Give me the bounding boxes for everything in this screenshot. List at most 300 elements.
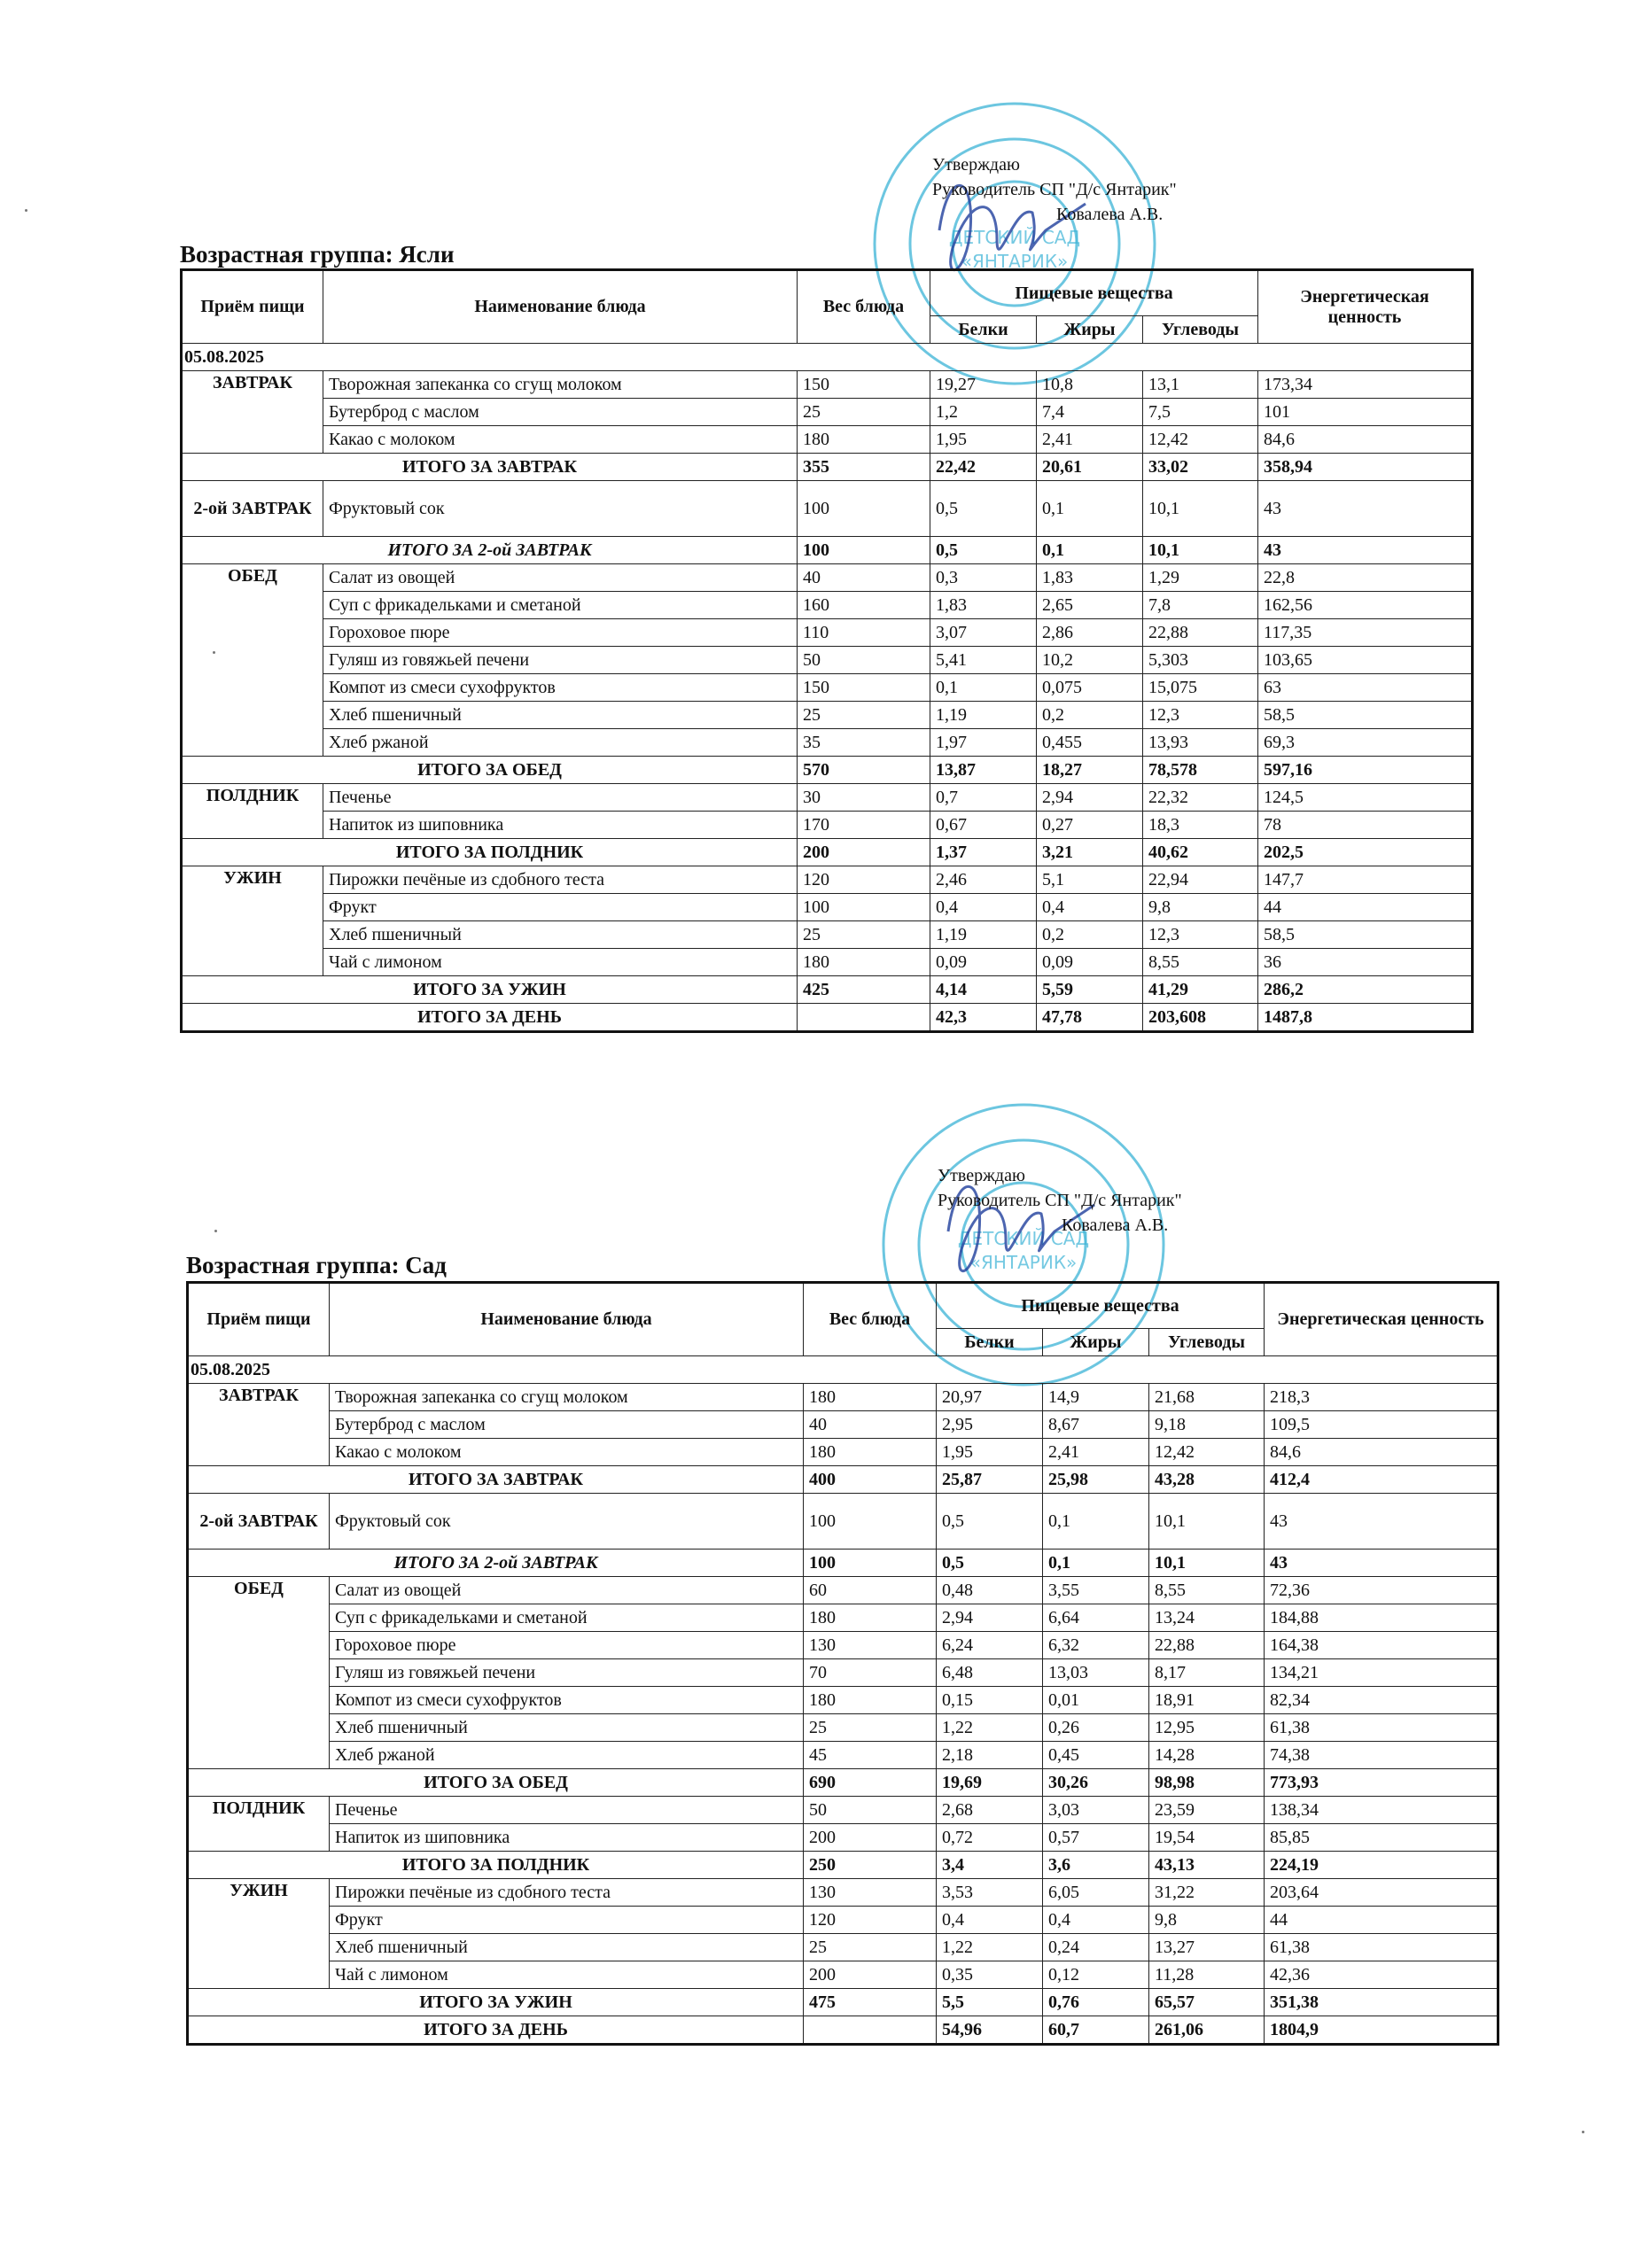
energy-value: 134,21 [1265, 1659, 1498, 1687]
energy-value: 22,8 [1258, 564, 1473, 592]
total-proteins: 19,69 [937, 1769, 1043, 1797]
meal-total-row [188, 1550, 1498, 1577]
dish-name: Фруктовый сок [323, 481, 798, 537]
svg-text:«ЯНТАРИК»: «ЯНТАРИК» [961, 251, 1069, 272]
total-fats: 20,61 [1037, 454, 1143, 481]
scan-speck [214, 1230, 217, 1232]
total-energy: 351,38 [1265, 1989, 1498, 2016]
table-row [182, 812, 1473, 839]
dish-name: Бутерброд с маслом [323, 399, 798, 426]
energy-value: 101 [1258, 399, 1473, 426]
dish-weight: 160 [798, 592, 930, 619]
table-row [182, 399, 1473, 426]
header-energy: Энергетическая ценность [1265, 1283, 1498, 1356]
dish-weight: 130 [804, 1632, 937, 1659]
dish-weight: 150 [798, 674, 930, 702]
proteins-value: 2,68 [937, 1797, 1043, 1824]
meal-name: ПОЛДНИК [188, 1797, 330, 1852]
header-weight: Вес блюда [804, 1283, 937, 1356]
carbs-value: 7,5 [1143, 399, 1258, 426]
total-carbs: 33,02 [1143, 454, 1258, 481]
total-energy: 286,2 [1258, 976, 1473, 1004]
carbs-value: 22,94 [1143, 866, 1258, 894]
table-row [182, 702, 1473, 729]
fats-value: 0,45 [1043, 1742, 1149, 1769]
proteins-value: 2,18 [937, 1742, 1043, 1769]
energy-value: 44 [1265, 1907, 1498, 1934]
menu-date: 05.08.2025 [182, 344, 1473, 371]
day-total-row [188, 2016, 1498, 2045]
dish-weight: 70 [804, 1659, 937, 1687]
dish-name: Напиток из шиповника [330, 1824, 804, 1852]
total-fats: 25,98 [1043, 1466, 1149, 1494]
energy-value: 184,88 [1265, 1604, 1498, 1632]
total-energy: 597,16 [1258, 757, 1473, 784]
dish-weight: 25 [798, 702, 930, 729]
total-carbs: 43,13 [1149, 1852, 1265, 1879]
fats-value: 0,57 [1043, 1824, 1149, 1852]
date-row [182, 344, 1473, 371]
carbs-value: 21,68 [1149, 1384, 1265, 1411]
dish-name: Напиток из шиповника [323, 812, 798, 839]
table-row [182, 921, 1473, 949]
carbs-value: 8,17 [1149, 1659, 1265, 1687]
dish-weight: 180 [804, 1384, 937, 1411]
meal-total-row [182, 454, 1473, 481]
proteins-value: 0,09 [930, 949, 1037, 976]
dish-weight: 200 [804, 1961, 937, 1989]
proteins-value: 0,7 [930, 784, 1037, 812]
age-group-title: Возрастная группа: Ясли [180, 241, 455, 268]
total-carbs: 65,57 [1149, 1989, 1265, 2016]
proteins-value: 19,27 [930, 371, 1037, 399]
header-meal: Приём пищи [182, 270, 323, 344]
table-row [182, 866, 1473, 894]
dish-name: Салат из овощей [330, 1577, 804, 1604]
meal-name: 2-ой ЗАВТРАК [182, 481, 323, 537]
dish-name: Чай с лимоном [323, 949, 798, 976]
carbs-value: 13,24 [1149, 1604, 1265, 1632]
proteins-value: 0,35 [937, 1961, 1043, 1989]
header-energy: Энергетическая ценность [1258, 270, 1473, 344]
dish-weight: 130 [804, 1879, 937, 1907]
total-proteins: 0,5 [930, 537, 1037, 564]
total-carbs: 78,578 [1143, 757, 1258, 784]
table-row [188, 1439, 1498, 1466]
proteins-value: 1,19 [930, 702, 1037, 729]
fats-value: 0,075 [1037, 674, 1143, 702]
meal-total-label: ИТОГО ЗА ПОЛДНИК [188, 1852, 804, 1879]
carbs-value: 13,27 [1149, 1934, 1265, 1961]
total-proteins: 4,14 [930, 976, 1037, 1004]
proteins-value: 6,24 [937, 1632, 1043, 1659]
dish-weight: 180 [804, 1439, 937, 1466]
energy-value: 117,35 [1258, 619, 1473, 647]
carbs-value: 7,8 [1143, 592, 1258, 619]
energy-value: 58,5 [1258, 921, 1473, 949]
proteins-value: 3,07 [930, 619, 1037, 647]
dish-name: Хлеб пшеничный [330, 1934, 804, 1961]
table-row [188, 1742, 1498, 1769]
dish-weight: 120 [798, 866, 930, 894]
scan-speck [25, 209, 27, 212]
dish-weight: 180 [804, 1604, 937, 1632]
table-row [188, 1879, 1498, 1907]
fats-value: 2,41 [1043, 1439, 1149, 1466]
total-weight: 690 [804, 1769, 937, 1797]
fats-value: 6,64 [1043, 1604, 1149, 1632]
table-row [188, 1797, 1498, 1824]
proteins-value: 2,95 [937, 1411, 1043, 1439]
header-carbs: Углеводы [1143, 316, 1258, 344]
dish-name: Творожная запеканка со сгущ молоком [323, 371, 798, 399]
day-total-row [182, 1004, 1473, 1032]
header-nutrients: Пищевые вещества [930, 270, 1258, 316]
fats-value: 0,1 [1043, 1494, 1149, 1550]
meal-total-label: ИТОГО ЗА ОБЕД [188, 1769, 804, 1797]
total-energy: 202,5 [1258, 839, 1473, 866]
fats-value: 10,8 [1037, 371, 1143, 399]
dish-name: Хлеб пшеничный [330, 1714, 804, 1742]
meal-total-row [182, 839, 1473, 866]
proteins-value: 2,94 [937, 1604, 1043, 1632]
dish-weight: 180 [798, 949, 930, 976]
day-total-weight [804, 2016, 937, 2045]
proteins-value: 1,95 [937, 1439, 1043, 1466]
fats-value: 0,455 [1037, 729, 1143, 757]
fats-value: 3,03 [1043, 1797, 1149, 1824]
table-row [188, 1824, 1498, 1852]
energy-value: 85,85 [1265, 1824, 1498, 1852]
fats-value: 0,09 [1037, 949, 1143, 976]
dish-name: Гуляш из говяжьей печени [330, 1659, 804, 1687]
meal-total-label: ИТОГО ЗА 2-ой ЗАВТРАК [188, 1550, 804, 1577]
table-row [188, 1411, 1498, 1439]
header-nutrients: Пищевые вещества [937, 1283, 1265, 1329]
energy-value: 63 [1258, 674, 1473, 702]
meal-name: УЖИН [188, 1879, 330, 1989]
proteins-value: 5,41 [930, 647, 1037, 674]
total-weight: 475 [804, 1989, 937, 2016]
total-proteins: 25,87 [937, 1466, 1043, 1494]
energy-value: 109,5 [1265, 1411, 1498, 1439]
meal-total-label: ИТОГО ЗА 2-ой ЗАВТРАК [182, 537, 798, 564]
age-group-title: Возрастная группа: Сад [186, 1252, 447, 1278]
dish-weight: 30 [798, 784, 930, 812]
energy-value: 82,34 [1265, 1687, 1498, 1714]
dish-weight: 100 [804, 1494, 937, 1550]
meal-total-label: ИТОГО ЗА ЗАВТРАК [188, 1466, 804, 1494]
scan-speck [1582, 2131, 1584, 2133]
meal-name: ОБЕД [188, 1577, 330, 1769]
proteins-value: 0,67 [930, 812, 1037, 839]
table-row [182, 564, 1473, 592]
carbs-value: 31,22 [1149, 1879, 1265, 1907]
total-proteins: 5,5 [937, 1989, 1043, 2016]
dish-weight: 45 [804, 1742, 937, 1769]
fats-value: 2,86 [1037, 619, 1143, 647]
header-weight: Вес блюда [798, 270, 930, 344]
energy-value: 124,5 [1258, 784, 1473, 812]
proteins-value: 0,1 [930, 674, 1037, 702]
total-weight: 570 [798, 757, 930, 784]
day-total-fats: 47,78 [1037, 1004, 1143, 1032]
dish-weight: 25 [798, 921, 930, 949]
table-row [182, 729, 1473, 757]
carbs-value: 11,28 [1149, 1961, 1265, 1989]
header-proteins: Белки [930, 316, 1037, 344]
total-weight: 250 [804, 1852, 937, 1879]
header-row [182, 270, 1473, 316]
fats-value: 13,03 [1043, 1659, 1149, 1687]
meal-total-label: ИТОГО ЗА УЖИН [188, 1989, 804, 2016]
meal-total-row [188, 1769, 1498, 1797]
approval-line-1: Утверждаю [938, 1166, 1025, 1185]
header-dish: Наименование блюда [330, 1283, 804, 1356]
dish-weight: 120 [804, 1907, 937, 1934]
table-row [182, 619, 1473, 647]
header-proteins: Белки [937, 1329, 1043, 1356]
meal-total-label: ИТОГО ЗА ПОЛДНИК [182, 839, 798, 866]
carbs-value: 13,93 [1143, 729, 1258, 757]
total-proteins: 0,5 [937, 1550, 1043, 1577]
total-weight: 100 [804, 1550, 937, 1577]
svg-text:ДЕТСКИЙ САД: ДЕТСКИЙ САД [948, 227, 1081, 248]
carbs-value: 15,075 [1143, 674, 1258, 702]
header-carbs: Углеводы [1149, 1329, 1265, 1356]
total-weight: 425 [798, 976, 930, 1004]
menu-date: 05.08.2025 [188, 1356, 1498, 1384]
dish-name: Бутерброд с маслом [330, 1411, 804, 1439]
total-fats: 18,27 [1037, 757, 1143, 784]
dish-name: Суп с фрикадельками и сметаной [330, 1604, 804, 1632]
approval-block [932, 152, 1177, 227]
proteins-value: 0,5 [937, 1494, 1043, 1550]
table-row [188, 1632, 1498, 1659]
energy-value: 173,34 [1258, 371, 1473, 399]
energy-value: 164,38 [1265, 1632, 1498, 1659]
approval-line-2: Руководитель СП "Д/с Янтарик" [932, 180, 1177, 199]
meal-total-row [188, 1466, 1498, 1494]
meal-name: ЗАВТРАК [188, 1384, 330, 1466]
table-row [182, 784, 1473, 812]
proteins-value: 1,97 [930, 729, 1037, 757]
energy-value: 203,64 [1265, 1879, 1498, 1907]
total-proteins: 3,4 [937, 1852, 1043, 1879]
svg-text:ДЕТСКИЙ САД: ДЕТСКИЙ САД [957, 1228, 1090, 1249]
meal-total-label: ИТОГО ЗА ЗАВТРАК [182, 454, 798, 481]
day-total-carbs: 261,06 [1149, 2016, 1265, 2045]
fats-value: 14,9 [1043, 1384, 1149, 1411]
carbs-value: 9,18 [1149, 1411, 1265, 1439]
dish-name: Хлеб ржаной [330, 1742, 804, 1769]
table-row [188, 1907, 1498, 1934]
header-fats: Жиры [1043, 1329, 1149, 1356]
dish-weight: 180 [804, 1687, 937, 1714]
dish-name: Гороховое пюре [330, 1632, 804, 1659]
dish-name: Фруктовый сок [330, 1494, 804, 1550]
dish-weight: 50 [798, 647, 930, 674]
fats-value: 6,32 [1043, 1632, 1149, 1659]
carbs-value: 10,1 [1149, 1494, 1265, 1550]
fats-value: 1,83 [1037, 564, 1143, 592]
menu-table-yasli [180, 268, 1474, 1033]
total-weight: 355 [798, 454, 930, 481]
table-row [188, 1659, 1498, 1687]
dish-name: Пирожки печёные из сдобного теста [323, 866, 798, 894]
carbs-value: 19,54 [1149, 1824, 1265, 1852]
fats-value: 10,2 [1037, 647, 1143, 674]
table-row [188, 1714, 1498, 1742]
table-row [182, 426, 1473, 454]
carbs-value: 18,3 [1143, 812, 1258, 839]
dish-name: Компот из смеси сухофруктов [330, 1687, 804, 1714]
total-carbs: 10,1 [1143, 537, 1258, 564]
meal-total-row [182, 976, 1473, 1004]
total-energy: 43 [1265, 1550, 1498, 1577]
total-fats: 3,21 [1037, 839, 1143, 866]
carbs-value: 12,3 [1143, 702, 1258, 729]
dish-name: Гороховое пюре [323, 619, 798, 647]
table-row [188, 1577, 1498, 1604]
fats-value: 0,26 [1043, 1714, 1149, 1742]
fats-value: 0,1 [1037, 481, 1143, 537]
header-meal: Приём пищи [188, 1283, 330, 1356]
dish-weight: 200 [804, 1824, 937, 1852]
date-row [188, 1356, 1498, 1384]
carbs-value: 22,88 [1149, 1632, 1265, 1659]
dish-weight: 110 [798, 619, 930, 647]
energy-value: 61,38 [1265, 1934, 1498, 1961]
total-proteins: 1,37 [930, 839, 1037, 866]
dish-weight: 180 [798, 426, 930, 454]
total-fats: 0,1 [1043, 1550, 1149, 1577]
energy-value: 69,3 [1258, 729, 1473, 757]
proteins-value: 0,48 [937, 1577, 1043, 1604]
meal-name: ПОЛДНИК [182, 784, 323, 839]
header-fats: Жиры [1037, 316, 1143, 344]
fats-value: 0,4 [1037, 894, 1143, 921]
dish-name: Творожная запеканка со сгущ молоком [330, 1384, 804, 1411]
meal-total-label: ИТОГО ЗА УЖИН [182, 976, 798, 1004]
table-row [182, 592, 1473, 619]
energy-value: 218,3 [1265, 1384, 1498, 1411]
table-row [188, 1961, 1498, 1989]
total-proteins: 22,42 [930, 454, 1037, 481]
total-energy: 773,93 [1265, 1769, 1498, 1797]
day-total-fats: 60,7 [1043, 2016, 1149, 2045]
total-fats: 30,26 [1043, 1769, 1149, 1797]
dish-name: Фрукт [330, 1907, 804, 1934]
day-total-proteins: 42,3 [930, 1004, 1037, 1032]
dish-name: Салат из овощей [323, 564, 798, 592]
energy-value: 162,56 [1258, 592, 1473, 619]
proteins-value: 2,46 [930, 866, 1037, 894]
dish-name: Хлеб ржаной [323, 729, 798, 757]
proteins-value: 0,3 [930, 564, 1037, 592]
carbs-value: 8,55 [1143, 949, 1258, 976]
dish-weight: 170 [798, 812, 930, 839]
dish-name: Хлеб пшеничный [323, 921, 798, 949]
dish-weight: 25 [798, 399, 930, 426]
dish-weight: 40 [798, 564, 930, 592]
carbs-value: 12,3 [1143, 921, 1258, 949]
meal-total-row [188, 1989, 1498, 2016]
carbs-value: 9,8 [1143, 894, 1258, 921]
approval-line-1: Утверждаю [932, 155, 1020, 175]
meal-name: ОБЕД [182, 564, 323, 757]
proteins-value: 1,83 [930, 592, 1037, 619]
dish-name: Какао с молоком [323, 426, 798, 454]
table-row [182, 674, 1473, 702]
day-total-energy: 1487,8 [1258, 1004, 1473, 1032]
day-total-proteins: 54,96 [937, 2016, 1043, 2045]
carbs-value: 23,59 [1149, 1797, 1265, 1824]
total-carbs: 41,29 [1143, 976, 1258, 1004]
table-row [188, 1604, 1498, 1632]
dish-weight: 25 [804, 1714, 937, 1742]
carbs-value: 8,55 [1149, 1577, 1265, 1604]
fats-value: 0,24 [1043, 1934, 1149, 1961]
approval-line-3: Ковалева А.В. [1056, 205, 1164, 224]
energy-value: 84,6 [1258, 426, 1473, 454]
proteins-value: 1,2 [930, 399, 1037, 426]
energy-value: 147,7 [1258, 866, 1473, 894]
total-carbs: 10,1 [1149, 1550, 1265, 1577]
total-carbs: 43,28 [1149, 1466, 1265, 1494]
table-row [188, 1687, 1498, 1714]
total-proteins: 13,87 [930, 757, 1037, 784]
energy-value: 72,36 [1265, 1577, 1498, 1604]
menu-table-sad [186, 1281, 1499, 2046]
fats-value: 8,67 [1043, 1411, 1149, 1439]
fats-value: 0,4 [1043, 1907, 1149, 1934]
total-weight: 100 [798, 537, 930, 564]
dish-weight: 150 [798, 371, 930, 399]
dish-name: Гуляш из говяжьей печени [323, 647, 798, 674]
day-total-weight [798, 1004, 930, 1032]
dish-name: Компот из смеси сухофруктов [323, 674, 798, 702]
carbs-value: 10,1 [1143, 481, 1258, 537]
dish-name: Чай с лимоном [330, 1961, 804, 1989]
total-weight: 200 [798, 839, 930, 866]
table-row [188, 1384, 1498, 1411]
energy-value: 43 [1265, 1494, 1498, 1550]
dish-name: Пирожки печёные из сдобного теста [330, 1879, 804, 1907]
table-row [188, 1494, 1498, 1550]
fats-value: 5,1 [1037, 866, 1143, 894]
fats-value: 0,2 [1037, 702, 1143, 729]
header-dish: Наименование блюда [323, 270, 798, 344]
meal-name: 2-ой ЗАВТРАК [188, 1494, 330, 1550]
dish-name: Печенье [323, 784, 798, 812]
fats-value: 7,4 [1037, 399, 1143, 426]
table-row [182, 949, 1473, 976]
table-row [182, 894, 1473, 921]
proteins-value: 1,22 [937, 1934, 1043, 1961]
energy-value: 42,36 [1265, 1961, 1498, 1989]
energy-value: 74,38 [1265, 1742, 1498, 1769]
proteins-value: 3,53 [937, 1879, 1043, 1907]
meal-total-row [188, 1852, 1498, 1879]
energy-value: 138,34 [1265, 1797, 1498, 1824]
table-row [182, 647, 1473, 674]
carbs-value: 18,91 [1149, 1687, 1265, 1714]
dish-weight: 60 [804, 1577, 937, 1604]
energy-value: 103,65 [1258, 647, 1473, 674]
proteins-value: 0,5 [930, 481, 1037, 537]
total-carbs: 40,62 [1143, 839, 1258, 866]
